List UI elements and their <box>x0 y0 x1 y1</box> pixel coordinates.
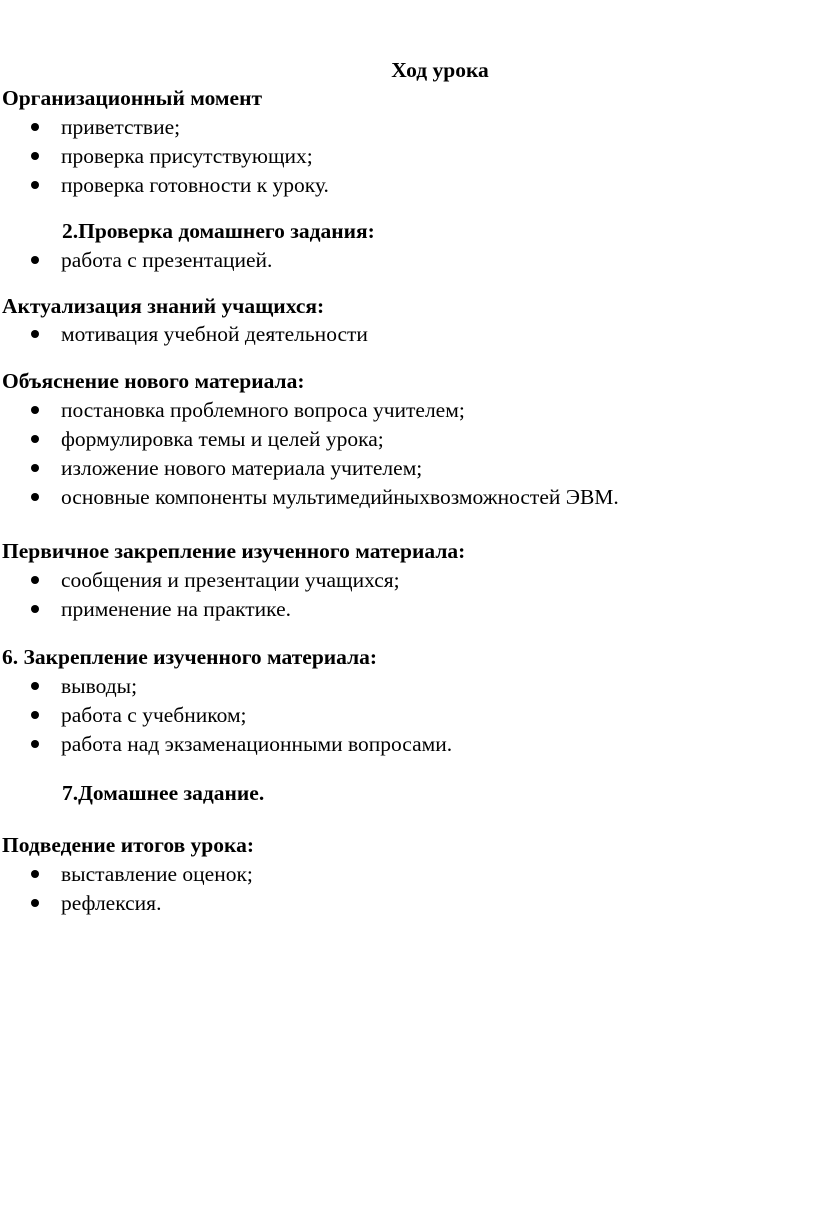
section-list-knowledge-update <box>0 320 368 349</box>
list-item <box>0 320 368 349</box>
bullet-icon <box>31 682 39 690</box>
bullet-icon <box>31 330 39 338</box>
list-item <box>0 483 619 512</box>
section-list-new-material <box>0 396 619 512</box>
section-heading-homework-check: 2.Проверка домашнего задания: <box>62 219 375 243</box>
section-list-homework-check <box>0 246 272 275</box>
list-item-text: формулировка темы и целей урока; <box>61 427 384 451</box>
list-item-text: сообщения и презентации учащихся; <box>61 568 400 592</box>
section-heading-organizational: Организационный момент <box>2 86 263 110</box>
list-item-text: применение на практике. <box>61 597 292 621</box>
section-list-primary-consolidation <box>0 566 400 624</box>
bullet-icon <box>31 870 39 878</box>
list-item <box>0 889 253 918</box>
list-item-text: мотивация учебной деятельности <box>61 322 368 346</box>
section-list-consolidation <box>0 672 452 759</box>
bullet-icon <box>31 464 39 472</box>
list-item <box>0 454 619 483</box>
bullet-icon <box>31 123 39 131</box>
section-heading-primary-consolidation: Первичное закрепление изученного материала: <box>2 539 466 563</box>
list-item <box>0 566 400 595</box>
section-heading-consolidation: 6. Закрепление изученного материала: <box>2 645 378 669</box>
bullet-icon <box>31 605 39 613</box>
list-item <box>0 246 272 275</box>
list-item-text: проверка присутствующих; <box>61 144 313 168</box>
list-item-text: приветствие; <box>61 115 181 139</box>
list-item <box>0 595 400 624</box>
bullet-icon <box>31 435 39 443</box>
list-item <box>0 425 619 454</box>
list-item <box>0 860 253 889</box>
list-item-text: основные компоненты мультимедийныхвозможностей ЭВМ. <box>61 485 619 509</box>
section-heading-knowledge-update: Актуализация знаний учащихся: <box>2 294 325 318</box>
bullet-icon <box>31 899 39 907</box>
list-item <box>0 142 329 171</box>
list-item <box>0 396 619 425</box>
list-item-text: изложение нового материала учителем; <box>61 456 423 480</box>
section-heading-homework: 7.Домашнее задание. <box>62 781 265 805</box>
section-list-organizational <box>0 113 329 200</box>
list-item-text: выводы; <box>61 674 138 698</box>
bullet-icon <box>31 152 39 160</box>
bullet-icon <box>31 181 39 189</box>
list-item-text: рефлексия. <box>61 891 162 915</box>
bullet-icon <box>31 256 39 264</box>
list-item <box>0 171 329 200</box>
list-item-text: работа над экзаменационными вопросами. <box>61 732 453 756</box>
list-item-text: работа с учебником; <box>61 703 247 727</box>
list-item <box>0 701 452 730</box>
section-heading-new-material: Объяснение нового материала: <box>2 369 305 393</box>
list-item <box>0 672 452 701</box>
page-title: Ход урока <box>391 58 489 82</box>
list-item <box>0 730 452 759</box>
bullet-icon <box>31 406 39 414</box>
list-item-text: постановка проблемного вопроса учителем; <box>61 398 465 422</box>
bullet-icon <box>31 740 39 748</box>
list-item-text: проверка готовности к уроку. <box>61 173 329 197</box>
bullet-icon <box>31 493 39 501</box>
section-heading-summary: Подведение итогов урока: <box>2 833 254 857</box>
list-item-text: работа с презентацией. <box>61 248 273 272</box>
list-item-text: выставление оценок; <box>61 862 253 886</box>
bullet-icon <box>31 576 39 584</box>
section-list-summary <box>0 860 253 918</box>
bullet-icon <box>31 711 39 719</box>
list-item <box>0 113 329 142</box>
